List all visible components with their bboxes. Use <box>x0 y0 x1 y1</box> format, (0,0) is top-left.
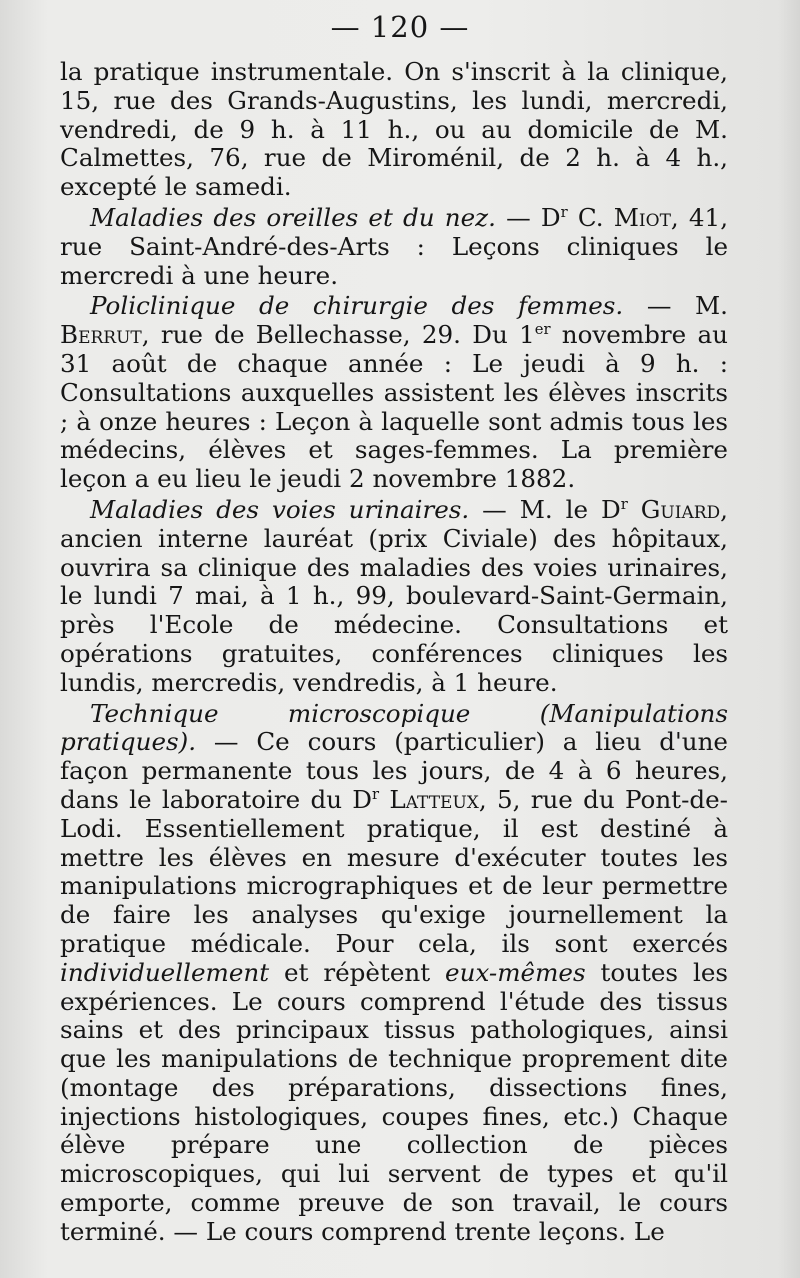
text-run: , 5, rue du Pont-de-Lodi. Essentiellement pratique, il est destiné à mettre les élèves en mesure d'exécuter toutes les manipulations micrographiques et de leur permettre de faire les analyses qu'exige journellement la pratique médicale. Pour cela, ils sont exercés <box>60 784 728 958</box>
text-run: novembre au 31 août de chaque année : Le jeudi à 9 h. : Consultations auxquelles assistent les élèves inscrits ; à onze heures : Leçon à laquelle sont admis tous les médecins, élèves et sages-femmes. La première leçon a eu lieu le jeudi 2 novembre 1882. <box>60 320 728 494</box>
course-title: Policlinique de chirurgie des femmes. <box>90 291 624 321</box>
text-run: la pratique instrumentale. On s'inscrit à la clinique, 15, rue des Grands-Augustins, les lundi, mercredi, vendredi, de 9 h. à 11 h., ou au domicile de M. Calmettes, 76, rue de Miroménil, de 2 h. à 4 h., excepté le samedi. <box>60 57 728 202</box>
text-run: er <box>534 320 551 338</box>
paragraph <box>60 700 728 1247</box>
text-run: C. <box>567 202 614 232</box>
text-run: r <box>620 495 628 513</box>
text-run: r <box>560 203 568 221</box>
text-run <box>379 785 389 814</box>
text-run: , 41, rue Saint-André-des-Arts : Leçons cliniques le mercredi à une heure. <box>60 202 729 290</box>
text-run <box>628 495 641 524</box>
text-run: , rue de Bellechasse, 29. Du 1 <box>141 320 535 350</box>
text-run: — D <box>495 202 561 232</box>
paragraph <box>60 204 728 290</box>
page-edge-shadow <box>778 0 800 1278</box>
body-text <box>60 58 728 1247</box>
page-number: — 120 — <box>330 10 470 44</box>
paragraph <box>60 58 728 202</box>
course-title: Maladies des voies urinaires. <box>90 494 470 524</box>
paragraph <box>60 496 728 698</box>
text-run: r <box>372 785 380 803</box>
author-name: Berrut <box>60 320 142 350</box>
course-title: eux-mêmes <box>445 957 586 987</box>
text-run: — M. <box>623 291 728 321</box>
text-run: , ancien interne lauréat (prix Civiale) des hôpitaux, ouvrira sa clinique des maladies des voies urinaires, le lundi 7 mai, à 1 h., 99, boulevard-Saint-Germain, près l'Ecole de médecine. Consultations et opérations gratuites, conférences cliniques les lundis, mercredis, vendredis, à 1 heure. <box>60 494 728 697</box>
text-run: — M. le D <box>469 494 621 524</box>
text-run: et répètent <box>269 957 446 987</box>
author-name: Miot <box>613 202 671 232</box>
text-run: — Ce cours (particulier) a lieu d'une façon permanente tous les jours, de 4 à 6 heures, dans le laboratoire du D <box>60 727 728 814</box>
paragraph <box>60 292 728 494</box>
course-title: Technique microscopique (Manipulations pratiques). <box>60 698 728 757</box>
author-name: Latteux <box>389 784 479 814</box>
course-title: Maladies des oreilles et du nez. <box>90 202 496 232</box>
author-name: Guiard <box>640 494 721 524</box>
course-title: individuellement <box>60 957 270 987</box>
text-run: toutes les expériences. Le cours comprend l'étude des tissus sains et des principaux tissus pathologiques, ainsi que les manipulations de technique proprement dite (montage des préparations, dissections fines, injections histologiques, coupes fines, etc.) Chaque élève prépare une collection de pièces microscopiques, qui lui servent de types et qu'il emporte, comme preuve de son travail, le cours terminé. — Le cours comprend trente leçons. Le <box>60 957 729 1246</box>
